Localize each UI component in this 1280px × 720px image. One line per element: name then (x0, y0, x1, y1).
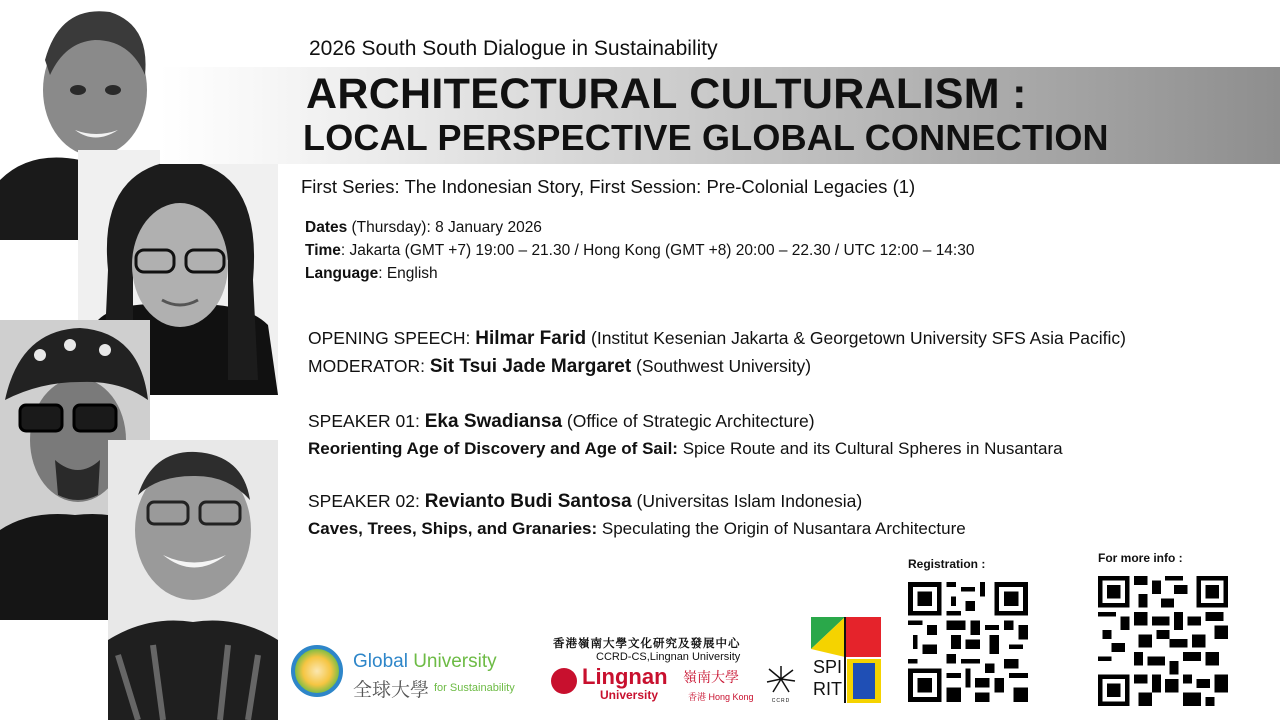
spirit-text-bottom: RIT (813, 679, 842, 699)
dates-line (305, 219, 542, 237)
time-value: : Jakarta (GMT +7) 19:00 – 21.30 / Hong Kong (GMT +8) 20:00 – 22.30 / UTC 12:00 – 14:30 (340, 242, 975, 259)
speaker-01-talk-title: Reorienting Age of Discovery and Age of Sail: (308, 439, 678, 458)
opening-speech-line (308, 328, 1126, 350)
time-label: Time (305, 242, 341, 259)
session-subtitle: First Series: The Indonesian Story, First Session: Pre-Colonial Legacies (1) (301, 176, 916, 197)
global-university-tagline: for Sustainability (434, 682, 515, 694)
lingnan-location: 香港 Hong Kong (688, 692, 754, 702)
registration-qr-code[interactable] (908, 582, 1028, 702)
speaker-01-name: Eka Swadiansa (424, 411, 563, 432)
speaker-02-name: Revianto Budi Santosa (424, 491, 632, 512)
speaker-02-talk (308, 519, 966, 539)
lingnan-emblem-icon (551, 668, 577, 694)
speaker-01-role: SPEAKER 01: (308, 411, 425, 431)
gu-word-global: Global (353, 651, 414, 672)
main-title-line-2: LOCAL PERSPECTIVE GLOBAL CONNECTION (303, 117, 1109, 158)
time-line (305, 242, 974, 260)
moderator-line (308, 356, 811, 378)
language-label: Language (305, 265, 379, 282)
speaker-02-talk-subtitle: Speculating the Origin of Nusantara Architecture (597, 519, 966, 538)
speaker-02-talk-title: Caves, Trees, Ships, and Granaries: (308, 519, 598, 538)
event-series-title: 2026 South South Dialogue in Sustainability (309, 37, 718, 60)
speaker-02-line (308, 491, 862, 513)
lingnan-chinese-name: 嶺南大學 (683, 669, 739, 685)
portrait-revianto-budi-santosa (108, 440, 278, 720)
dates-value: (Thursday): 8 January 2026 (347, 219, 542, 236)
ccrd-english-name: CCRD-CS,Lingnan University (596, 651, 741, 663)
ccrd-chinese-name: 香港嶺南大學文化研究及發展中心 (553, 638, 741, 650)
more-info-label: For more info : (1098, 551, 1183, 565)
moderator-name: Sit Tsui Jade Margaret (429, 356, 632, 377)
qr-icon (1098, 576, 1228, 706)
speaker-02-affiliation: (Universitas Islam Indonesia) (631, 491, 863, 511)
more-info-qr-code[interactable] (1098, 576, 1228, 706)
opening-name: Hilmar Farid (475, 328, 587, 349)
speaker-01-line (308, 411, 815, 433)
lingnan-wordmark: Lingnan (582, 664, 668, 689)
ccrd-starburst-icon (765, 665, 797, 704)
language-value: : English (378, 265, 438, 282)
main-title-line-1: ARCHITECTURAL CULTURALISM : (306, 70, 1027, 118)
moderator-affiliation: (Southwest University) (631, 356, 812, 376)
gu-word-university: University (413, 651, 497, 672)
global-university-chinese-name: 全球大學 (353, 680, 430, 701)
spirit-text-top: SPI (813, 657, 843, 677)
speaker-01-talk-subtitle: Spice Route and its Cultural Spheres in Nusantara (677, 439, 1063, 458)
speaker-01-affiliation: (Office of Strategic Architecture) (562, 411, 815, 431)
speaker-photo-4 (108, 440, 278, 720)
language-line (305, 265, 438, 283)
speaker-01-talk (308, 439, 1063, 459)
global-university-name (353, 651, 497, 673)
dates-label: Dates (305, 219, 348, 236)
spirit-logo (811, 617, 881, 703)
qr-icon (908, 582, 1028, 702)
opening-affiliation: (Institut Kesenian Jakarta & Georgetown University SFS Asia Pacific) (586, 328, 1126, 348)
lingnan-university-word: University (600, 688, 659, 702)
global-university-globe-icon (291, 645, 343, 697)
speaker-02-role: SPEAKER 02: (308, 491, 425, 511)
opening-role: OPENING SPEECH: (308, 328, 476, 348)
moderator-role: MODERATOR: (308, 356, 430, 376)
registration-label: Registration : (908, 557, 986, 571)
ccrd-mark-text: CCRD (771, 698, 791, 704)
